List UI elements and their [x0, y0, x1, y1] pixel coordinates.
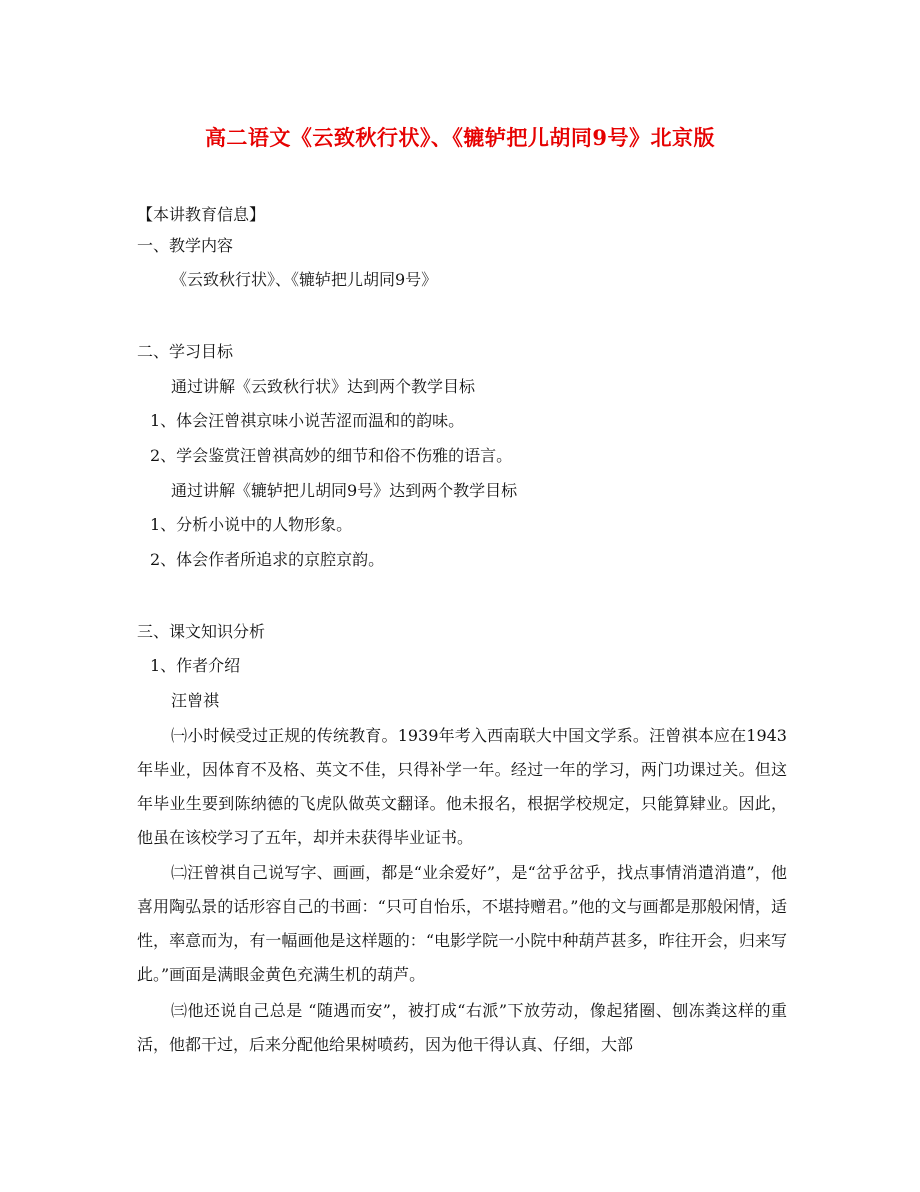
- section-2-goal-1-2: 2、学会鉴赏汪曾祺高妙的细节和俗不伤雅的语言。: [150, 446, 513, 465]
- section-2-goal-2-2: 2、体会作者所追求的京腔京韵。: [150, 550, 385, 569]
- paragraph-1: ㈠小时候受过正规的传统教育。1939年考入西南联大中国文学系。汪曾祺本应在1943年毕业，因体育不及格、英文不佳，只得补学一年。经过一年的学习，两门功课过关。但这年毕业生要到陈纳德的飞虎队做英文翻译。他未报名，根据学校规定，只能算肄业。因此，他虽在该校学习了五年，却并未获得毕业证书。: [137, 726, 787, 847]
- paragraph-2: ㈡汪曾祺自己说写字、画画，都是“业余爱好”，是“岔乎岔乎，找点事情消遣消遣”，他喜用陶弘景的话形容自己的书画：“只可自怡乐，不堪持赠君。”他的文与画都是那般闲情，适性，率意而为，有一幅画他是这样题的：“电影学院一小院中种葫芦甚多，昨往开会，归来写此。”画面是满眼金黄色充满生机的葫芦。: [137, 863, 787, 984]
- info-heading: 【本讲教育信息】: [137, 205, 266, 224]
- author-name: 汪曾祺: [171, 691, 220, 710]
- section-3-heading: 三、课文知识分析: [137, 622, 266, 641]
- section-3-sub-1: 1、作者介绍: [150, 656, 241, 675]
- section-2-goal-2-1: 1、分析小说中的人物形象。: [150, 515, 353, 534]
- section-1-content: 《云致秋行状》、《辘轳把儿胡同9号》: [171, 270, 438, 289]
- section-2-goal-1-1: 1、体会汪曾祺京味小说苦涩而温和的韵味。: [150, 411, 465, 430]
- section-2-intro-1: 通过讲解《云致秋行状》达到两个教学目标: [171, 377, 476, 396]
- document-title: 高二语文《云致秋行状》、《辘轳把儿胡同9号》北京版: [204, 125, 716, 150]
- section-2-heading: 二、学习目标: [137, 342, 234, 361]
- section-2-intro-2: 通过讲解《辘轳把儿胡同9号》达到两个教学目标: [171, 481, 518, 500]
- paragraph-3: ㈢他还说自己总是 “随遇而安”，被打成“右派”下放劳动，像起猪圈、刨冻粪这样的重活，他都干过，后来分配他给果树喷药，因为他干得认真、仔细，大部: [137, 1001, 787, 1054]
- section-1-heading: 一、教学内容: [137, 236, 234, 255]
